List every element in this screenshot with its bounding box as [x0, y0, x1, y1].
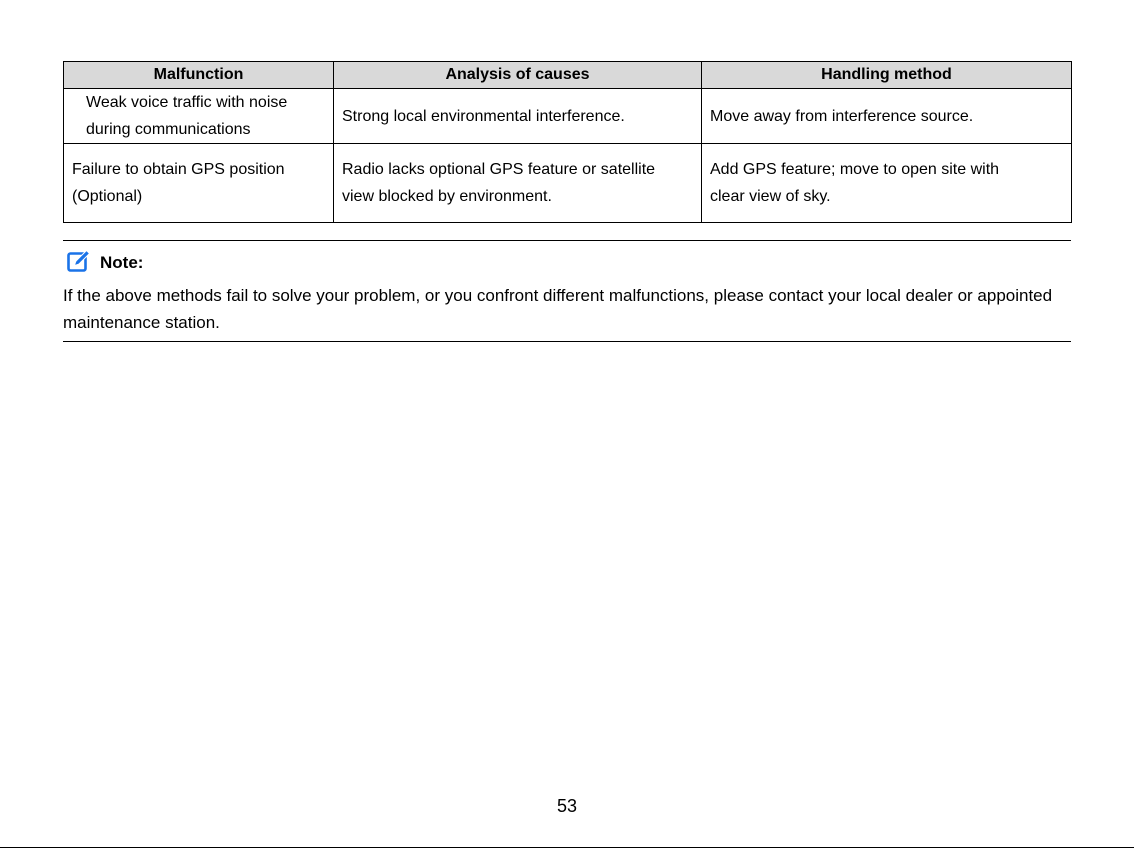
cause-text: Radio lacks optional GPS feature or satellite view blocked by environment. [342, 161, 656, 205]
table-cell-method [702, 144, 1072, 223]
column-header-analysis-of-causes: Analysis of causes [334, 62, 702, 89]
note-block [63, 240, 1071, 342]
method-text: Move away from interference source. [710, 107, 974, 125]
malfunction-text: Failure to obtain GPS position (Optional) [72, 161, 285, 205]
table-header-row [64, 62, 1072, 89]
table-cell-method [702, 89, 1072, 144]
table-row [64, 144, 1072, 223]
table-cell-cause [334, 89, 702, 144]
table-row [64, 89, 1072, 144]
edit-note-icon [67, 249, 91, 273]
troubleshooting-table [63, 61, 1072, 223]
column-header-handling-method: Handling method [702, 62, 1072, 89]
table-cell-malfunction [64, 89, 334, 144]
method-text: Add GPS feature; move to open site with clear view of sky. [710, 161, 1000, 205]
cause-text: Strong local environmental interference. [342, 107, 625, 125]
note-heading [67, 249, 143, 273]
note-text: If the above methods fail to solve your problem, or you confront different malfunctions, please contact your local dealer or appointed maintenance station. [63, 286, 1053, 332]
note-label: Note: [100, 253, 144, 272]
bottom-divider [0, 847, 1134, 848]
page-number: 53 [556, 796, 578, 816]
malfunction-text: Weak voice traffic with noise during communications [86, 94, 288, 138]
table-cell-cause [334, 144, 702, 223]
table-cell-malfunction [64, 144, 334, 223]
column-header-malfunction: Malfunction [64, 62, 334, 89]
